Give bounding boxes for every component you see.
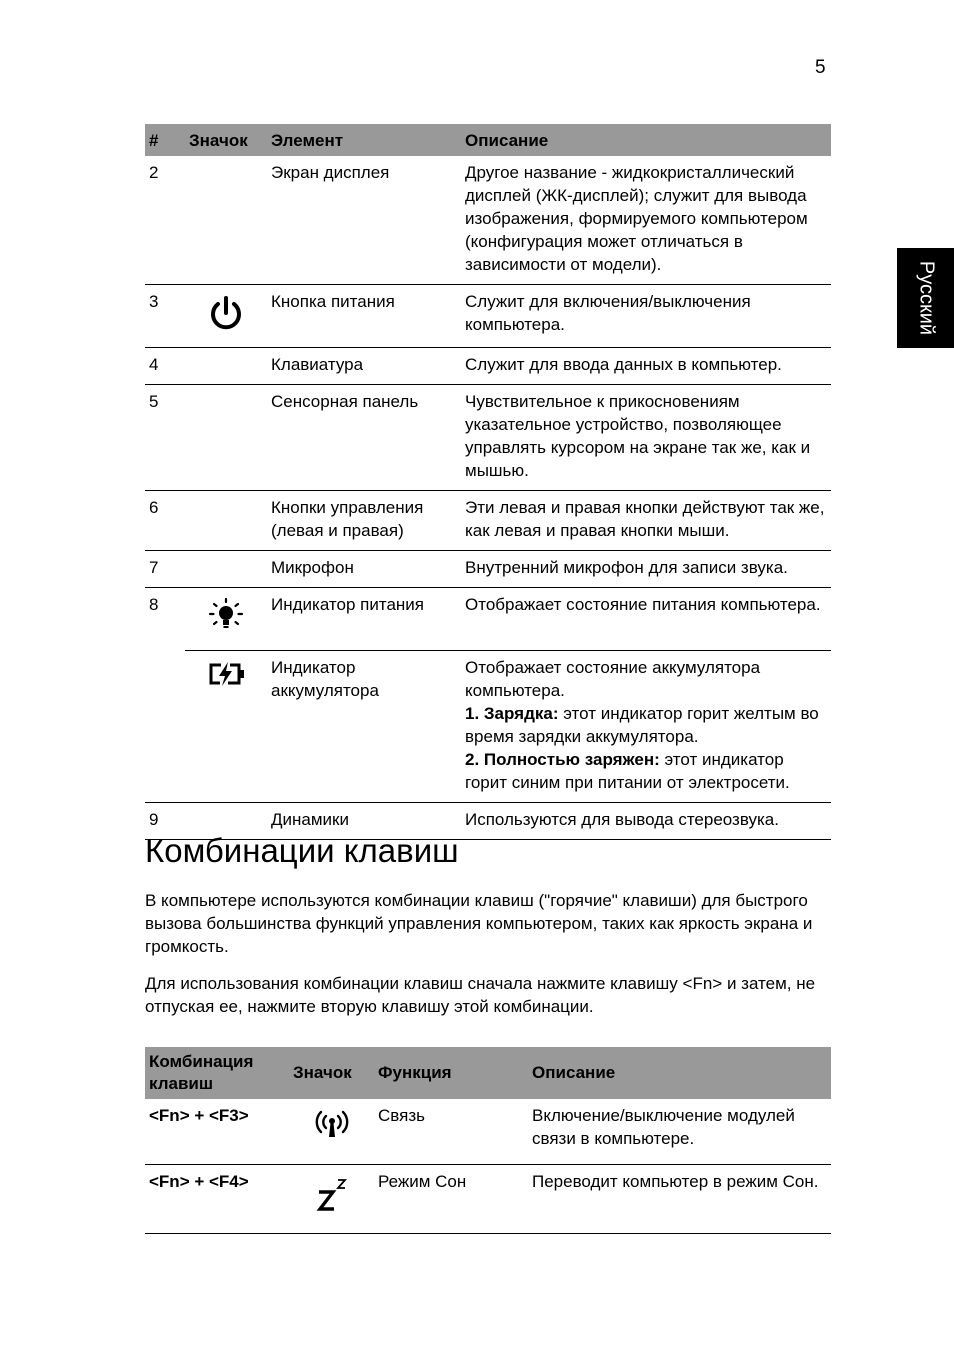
wireless-icon [312, 1107, 352, 1139]
row-num: 8 [149, 595, 159, 614]
row-element: Кнопка питания [267, 285, 461, 348]
row-num: 4 [145, 348, 185, 385]
row-element: Динамики [267, 803, 461, 840]
language-tab [897, 248, 954, 348]
table-row [145, 348, 831, 385]
row-combo: <Fn> + <F3> [145, 1099, 289, 1165]
table-row [145, 588, 831, 651]
charged-text: этот индикатор горит синим при питании от электросети. [465, 750, 790, 792]
table-header-row [145, 124, 831, 156]
table-row [145, 285, 831, 348]
row-description: Служит для ввода данных в компьютер. [461, 348, 831, 385]
row-description: Переводит компьютер в режим Сон. [528, 1165, 831, 1234]
row-element: Экран дисплея [267, 156, 461, 285]
row-icon [289, 1165, 374, 1234]
row-description [461, 651, 831, 803]
row-description: Внутренний микрофон для записи звука. [461, 551, 831, 588]
table-row [145, 1099, 831, 1165]
row-num: 5 [145, 385, 185, 491]
usage-paragraph: Для использования комбинации клавиш сначала нажмите клавишу <Fn> и затем, не отпуская ее, нажмите вторую клавишу этой комбинации. [145, 974, 816, 1016]
battery-description: Отображает состояние аккумулятора компьютера. [465, 658, 761, 700]
row-description: Другое название - жидкокристаллический дисплей (ЖК-дисплей); служит для вывода изображения, формируемого компьютером (конфигурация может отличаться в зависимости от модели). [461, 156, 831, 285]
table-row [145, 491, 831, 551]
table-row [145, 385, 831, 491]
table-row [145, 156, 831, 285]
row-icon [185, 551, 267, 588]
charged-label: 2. Полностью заряжен: [465, 750, 660, 769]
header-icon: Значок [185, 124, 267, 156]
intro-paragraph: В компьютере используются комбинации клавиш ("горячие" клавиши) для быстрого вызова большинства функций управления компьютером, таких как яркость экрана и громкость. [145, 891, 813, 956]
header-function: Функция [374, 1047, 528, 1099]
row-combo: <Fn> + <F4> [145, 1165, 289, 1234]
row-description: Отображает состояние питания компьютера. [461, 588, 831, 651]
charging-text: этот индикатор горит желтым во время зарядки аккумулятора. [465, 704, 819, 746]
table-row [145, 1165, 831, 1234]
header-num: # [145, 124, 185, 156]
row-num [145, 651, 185, 803]
header-combo: Комбинация клавиш [145, 1047, 289, 1099]
row-icon [185, 285, 267, 348]
table-header-row [145, 1047, 831, 1099]
row-icon [289, 1099, 374, 1165]
row-icon [185, 156, 267, 285]
row-icon [185, 651, 267, 803]
table-row [145, 651, 831, 803]
components-table [145, 124, 831, 840]
battery-charging-note [465, 702, 827, 748]
section-title: Комбинации клавиш [145, 832, 459, 869]
row-element: Индикатор аккумулятора [267, 651, 461, 803]
battery-charged-note [465, 748, 827, 794]
page-number: 5 [815, 57, 826, 78]
row-element: Сенсорная панель [267, 385, 461, 491]
row-icon [185, 491, 267, 551]
row-icon [185, 385, 267, 491]
charging-label: 1. Зарядка: [465, 704, 559, 723]
power-icon [206, 293, 246, 333]
row-num: 6 [145, 491, 185, 551]
language-tab-label: Русский [915, 260, 937, 336]
power-indicator-icon [206, 596, 246, 636]
row-description: Служит для включения/выключения компьютера. [461, 285, 831, 348]
table-row [145, 551, 831, 588]
header-element: Элемент [267, 124, 461, 156]
hotkeys-table [145, 1047, 831, 1234]
battery-indicator-icon [206, 659, 246, 689]
row-description: Используются для вывода стереозвука. [461, 803, 831, 840]
row-num: 9 [145, 803, 185, 840]
row-element: Кнопки управления (левая и правая) [267, 491, 461, 551]
row-description: Эти левая и правая кнопки действуют так же, как левая и правая кнопки мыши. [461, 491, 831, 551]
row-function: Связь [374, 1099, 528, 1165]
row-element: Индикатор питания [267, 588, 461, 651]
row-description: Включение/выключение модулей связи в компьютере. [528, 1099, 831, 1165]
row-element: Микрофон [267, 551, 461, 588]
row-element: Клавиатура [267, 348, 461, 385]
row-num: 2 [145, 156, 185, 285]
row-description: Чувствительное к прикосновениям указательное устройство, позволяющее управлять курсором на экране так же, как и мышью. [461, 385, 831, 491]
header-description: Описание [528, 1047, 831, 1099]
row-icon [185, 348, 267, 385]
sleep-icon [312, 1173, 352, 1213]
row-num: 7 [145, 551, 185, 588]
row-function: Режим Сон [374, 1165, 528, 1234]
row-icon [185, 588, 267, 651]
header-description: Описание [461, 124, 831, 156]
header-icon: Значок [289, 1047, 374, 1099]
row-num: 3 [145, 285, 185, 348]
